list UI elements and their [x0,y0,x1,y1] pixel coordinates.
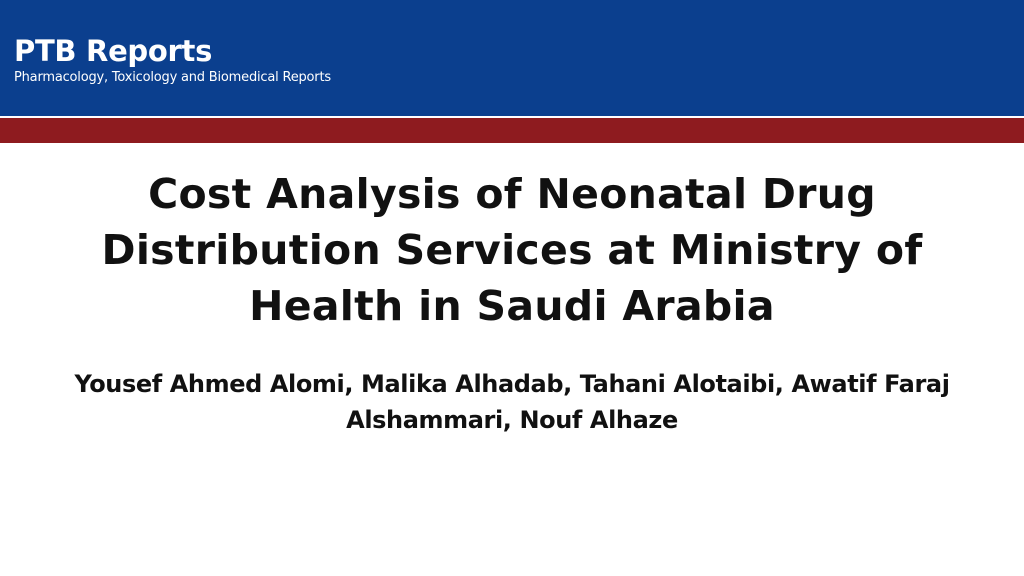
journal-brand-name: PTB Reports [14,34,213,68]
paper-title: Cost Analysis of Neonatal Drug Distribution Services at Ministry of Health in Saudi Arabia [101,170,923,330]
journal-header-band [0,0,1024,116]
red-accent-band [0,118,1024,143]
author-list: Yousef Ahmed Alomi, Malika Alhadab, Tahani Alotaibi, Awatif Faraj Alshammari, Nouf Alhaze [74,370,950,434]
journal-tagline: Pharmacology, Toxicology and Biomedical Reports [14,70,331,85]
